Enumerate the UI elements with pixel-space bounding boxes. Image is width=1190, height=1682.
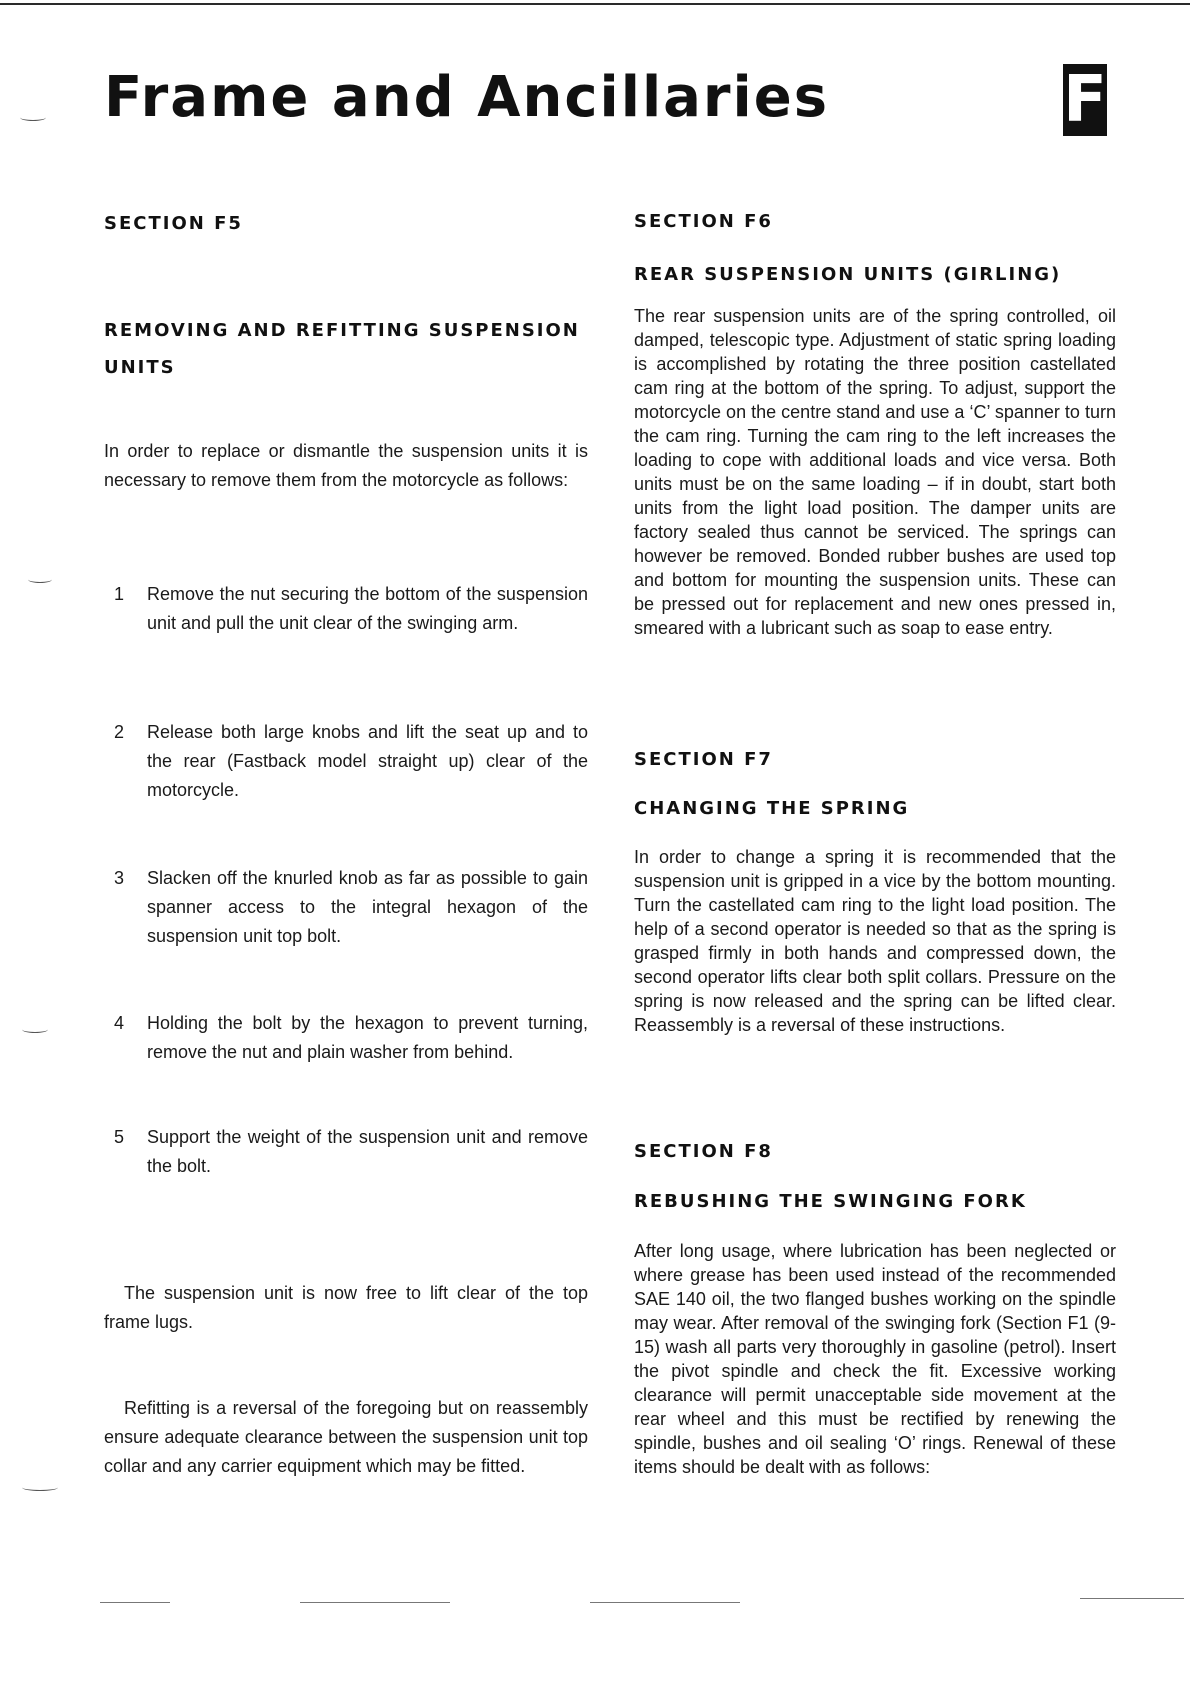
section-label-f7: SECTION F7 — [634, 749, 773, 770]
step-3 — [114, 864, 588, 951]
scan-dash — [100, 1602, 170, 1603]
refitting-paragraph: Refitting is a reversal of the foregoing but on reassembly ensure adequate clearance between the suspension unit top collar and any carrier equipment which may be fitted. — [104, 1398, 588, 1476]
step-5 — [114, 1123, 588, 1181]
heading-removing-refitting-cont — [104, 357, 176, 378]
step-number: 1 — [114, 584, 125, 604]
scan-mark — [22, 1484, 58, 1491]
scan-dash — [300, 1602, 450, 1603]
f6-paragraph: The rear suspension units are of the spring controlled, oil damped, telescopic type. Adjustment of static spring loading is accomplished by rotating the three position castellated cam ring at the bottom of the spring. To adjust, support the motorcycle on the centre stand and use a ‘C’ spanner to turn the cam ring. Turning the cam ring to the left increases the loading to cope with additional loads and vice versa. Both units must be on the same loading – if in doubt, start both units from the light load position. The damper units are factory sealed thus cannot be serviced. The springs can however be removed. Bonded rubber bushes are used top and bottom for mounting the suspension units. These can be pressed out for replacement and new ones pressed in, smeared with a lubricant such as soap to ease entry. — [634, 306, 1116, 638]
section-letter-tab: F — [1063, 64, 1107, 136]
step-text: Remove the nut securing the bottom of the suspension unit and pull the unit clear of the swinging arm. — [147, 584, 588, 633]
heading-removing-refitting — [104, 320, 580, 341]
step-2 — [114, 718, 588, 805]
scan-mark — [22, 1026, 48, 1033]
section-label-f8: SECTION F8 — [634, 1141, 773, 1162]
free-lift-paragraph: The suspension unit is now free to lift clear of the top frame lugs. — [104, 1283, 588, 1332]
step-text: Release both large knobs and lift the seat up and to the rear (Fastback model straight up) clear of the motorcycle. — [147, 722, 588, 800]
heading-rear-suspension: REAR SUSPENSION UNITS (GIRLING) — [634, 264, 1062, 285]
scan-mark — [28, 576, 52, 583]
scan-mark — [20, 114, 46, 121]
scan-dash — [590, 1602, 740, 1603]
heading-line: UNITS — [104, 357, 176, 378]
f7-paragraph: In order to change a spring it is recommended that the suspension unit is gripped in a vice by the bottom mounting. Turn the castellated cam ring to the light load position. The help of a second operator is needed so that as the spring is grasped firmly in both hands and compressed down, the second operator lifts clear both split collars. Pressure on the spring is now released and the spring can be lifted clear. Reassembly is a reversal of these instructions. — [634, 847, 1116, 1035]
step-number: 5 — [114, 1127, 125, 1147]
step-text: Support the weight of the suspension unit and remove the bolt. — [147, 1127, 588, 1176]
step-1 — [114, 580, 588, 638]
heading-rebushing: REBUSHING THE SWINGING FORK — [634, 1191, 1027, 1212]
section-label-f6: SECTION F6 — [634, 211, 773, 232]
page-title: Frame and Ancillaries — [104, 65, 830, 130]
step-text: Slacken off the knurled knob as far as possible to gain spanner access to the integral hexagon of the suspension unit top bolt. — [147, 868, 588, 946]
step-number: 2 — [114, 722, 125, 742]
heading-line: REMOVING AND REFITTING SUSPENSION — [104, 320, 580, 341]
f8-paragraph: After long usage, where lubrication has been neglected or where grease has been used instead of the recommended SAE 140 oil, the two flanged bushes working on the spindle may wear. After removal of the swinging fork (Section F1 (9-15) wash all parts very thoroughly in gasoline (petrol). Insert the pivot spindle and check the fit. Excessive working clearance will permit unacceptable side movement at the rear wheel and this must be rectified by renewing the spindle, bushes and oil sealing ‘O’ rings. Renewal of these items should be dealt with as follows: — [634, 1241, 1116, 1477]
step-4 — [114, 1009, 588, 1067]
intro-paragraph: In order to replace or dismantle the suspension units it is necessary to remove them from the motorcycle as follows: — [104, 441, 588, 490]
step-number: 3 — [114, 868, 125, 888]
top-rule — [0, 3, 1190, 5]
section-label-f5: SECTION F5 — [104, 213, 243, 234]
scan-dash — [1080, 1598, 1184, 1599]
step-text: Holding the bolt by the hexagon to prevent turning, remove the nut and plain washer from behind. — [147, 1013, 588, 1062]
heading-changing-spring: CHANGING THE SPRING — [634, 798, 910, 819]
step-number: 4 — [114, 1013, 125, 1033]
